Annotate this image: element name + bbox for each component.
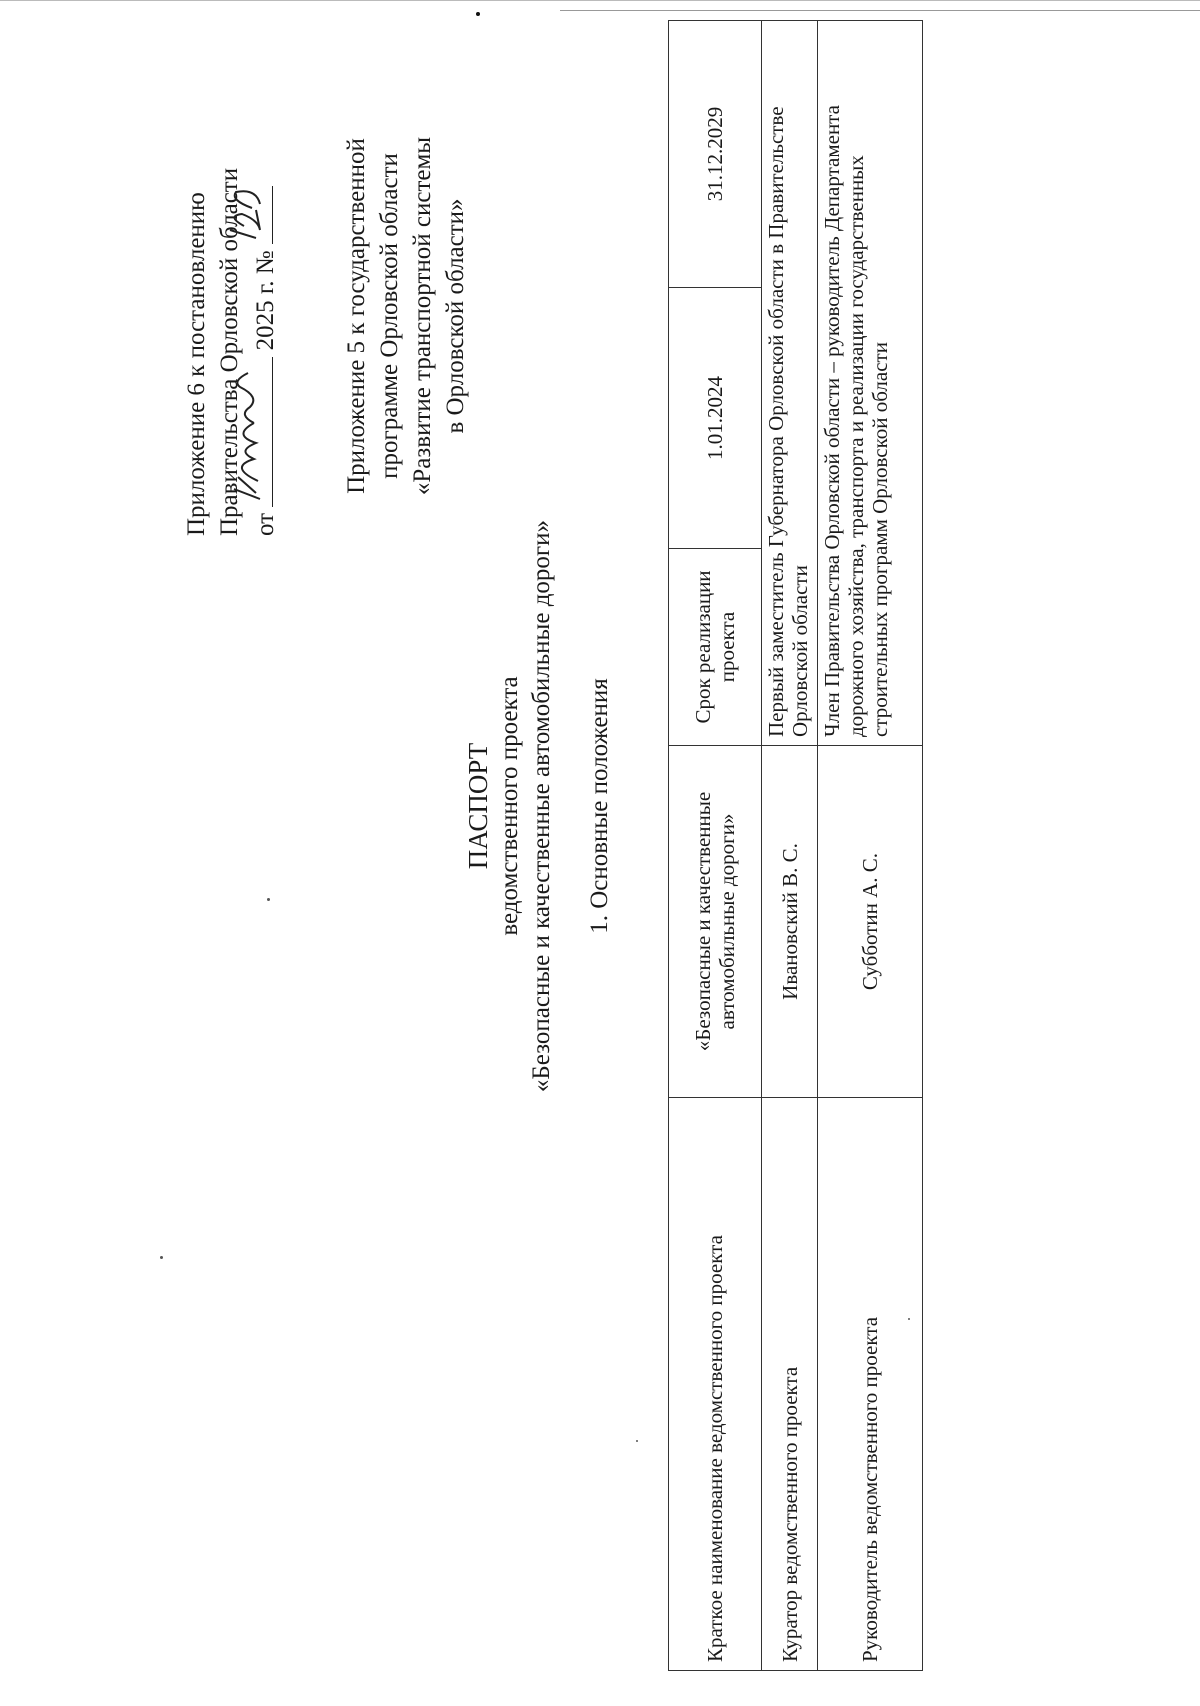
appendix-line-2: Правительства Орловской области xyxy=(216,167,243,536)
appendix-line-1: Приложение 6 к постановлению xyxy=(183,192,210,536)
curator-label: Куратор ведомственного проекта xyxy=(762,1098,818,1671)
section-heading: 1. Основные положения xyxy=(586,678,613,934)
scan-speck xyxy=(160,1256,163,1259)
leader-position: Член Правительства Орловской области – руководитель Департамента дорожного хозяйства, транспорта и реализации государственных строительных программ Орловской области xyxy=(818,21,923,746)
handwritten-number-signature xyxy=(226,186,270,244)
table-row-curator xyxy=(762,21,818,1671)
document-subtitle-1: ведомственного проекта xyxy=(496,676,523,936)
leader-label: Руководитель ведомственного проекта xyxy=(818,1098,923,1671)
scan-speck xyxy=(908,1318,910,1320)
date-prefix: от xyxy=(252,512,279,536)
appendix-resolution xyxy=(180,16,282,536)
program-line-1: Приложение 5 к государственной xyxy=(343,138,370,494)
document-title: ПАСПОРТ xyxy=(463,742,493,870)
document-subtitle-2: «Безопасные и качественные автомобильные дороги» xyxy=(528,519,555,1093)
program-line-2: программе Орловской области xyxy=(376,153,403,479)
appendix-date-line xyxy=(246,16,282,536)
program-line-3: «Развитие транспортной системы xyxy=(409,136,436,496)
scan-speck xyxy=(636,1440,638,1442)
curator-position: Первый заместитель Губернатора Орловской области в Правительстве Орловской области xyxy=(762,21,818,746)
period-end: 31.12.2029 xyxy=(669,21,762,288)
handwritten-date xyxy=(246,357,273,507)
handwritten-date-signature xyxy=(230,357,270,507)
leader-name: Субботин А. С. xyxy=(818,746,923,1098)
table-row-short-name xyxy=(669,21,762,1671)
short-name-value: «Безопасные и качественные автомобильные дороги» xyxy=(669,746,762,1098)
scan-speck xyxy=(267,898,270,901)
title-block xyxy=(462,366,616,1246)
date-year-number: 2025 г. № xyxy=(252,250,279,351)
program-line-4: в Орловской области» xyxy=(442,198,469,434)
appendix-program xyxy=(340,81,472,551)
curator-name: Ивановский В. С. xyxy=(762,746,818,1098)
main-positions-table xyxy=(668,20,923,1671)
period-start: 1.01.2024 xyxy=(669,288,762,549)
table-row-leader xyxy=(818,21,923,1671)
period-label: Срок реализации проекта xyxy=(669,549,762,746)
short-name-label: Краткое наименование ведомственного проекта xyxy=(669,1098,762,1671)
handwritten-number xyxy=(246,186,273,244)
scan-speck xyxy=(476,12,480,16)
